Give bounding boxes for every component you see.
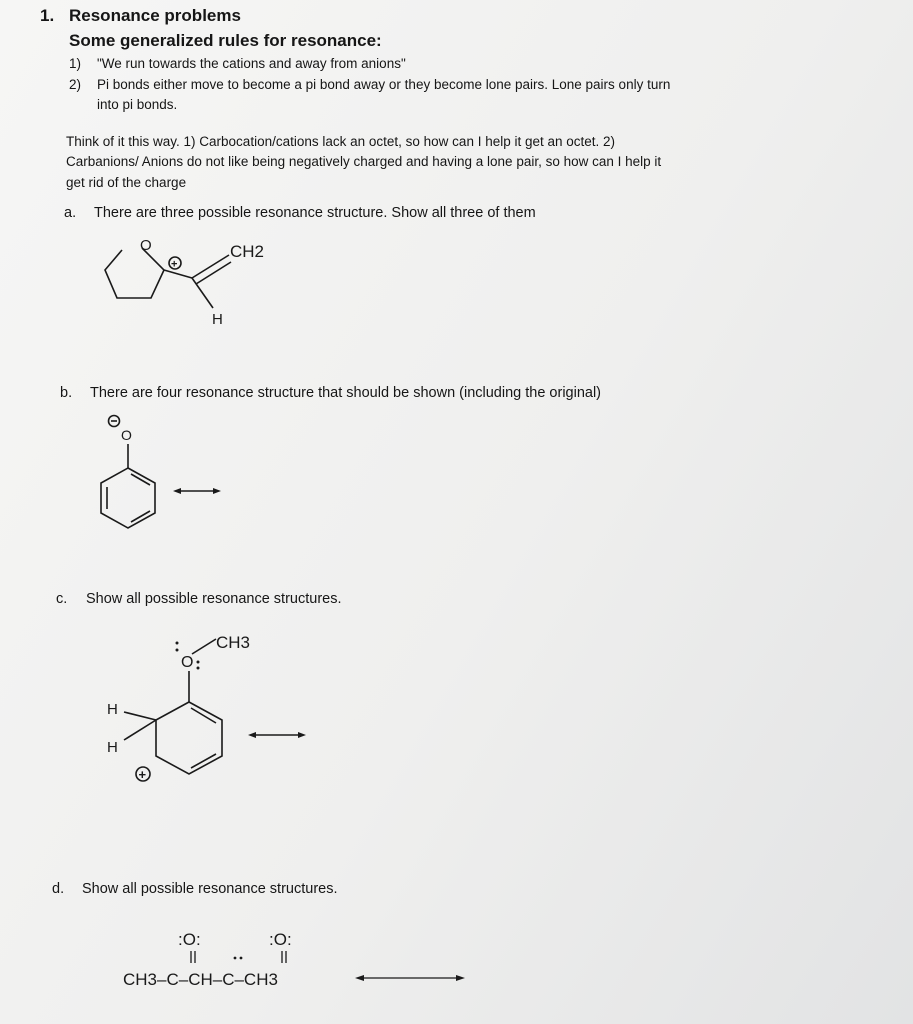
part-c-structure xyxy=(100,622,315,797)
tetrahydrofuran-ring xyxy=(105,248,164,298)
hydrogen-2: H xyxy=(107,739,118,756)
condensed-formula: CH3–C–CH–C–CH3 xyxy=(123,970,278,989)
ring-oxygen: O xyxy=(140,237,152,254)
arrow-d-left-head xyxy=(355,975,364,981)
part-c-letter: c. xyxy=(56,591,68,607)
cation-charge: + xyxy=(138,767,147,782)
arrow-c-left-head xyxy=(248,732,256,738)
part-d-letter: d. xyxy=(52,881,65,897)
bond-o-ch3 xyxy=(192,639,216,654)
part-a-letter: a. xyxy=(64,205,77,221)
rule-2-number: 2) xyxy=(69,77,82,92)
ring xyxy=(156,702,222,774)
bond-to-h xyxy=(192,278,213,308)
rule-1-text: "We run towards the cations and away from anions" xyxy=(97,56,406,71)
arrow-c-right-head xyxy=(298,732,306,738)
oxygen-label: O xyxy=(121,427,132,443)
rule-2-continuation: into pi bonds. xyxy=(97,97,178,112)
ch3-group: CH3 xyxy=(216,633,251,652)
hydrogen-label: H xyxy=(212,311,223,328)
hydrogen-1: H xyxy=(107,701,118,718)
part-d-structure xyxy=(115,925,475,1005)
oxygen-label: O xyxy=(181,654,194,671)
think-line-1: Think of it this way. 1) Carbocation/cations lack an octet, so how can I help it get an octet. 2) xyxy=(66,134,616,149)
rules-heading: Some generalized rules for resonance: xyxy=(69,31,382,50)
part-b-question: There are four resonance structure that should be shown (including the original) xyxy=(90,385,602,401)
problem-title: Resonance problems xyxy=(69,6,241,25)
problem-number: 1. xyxy=(40,6,55,25)
rule-1-number: 1) xyxy=(69,56,82,71)
carbonyl-oxygen-1: :O: xyxy=(178,930,201,949)
think-line-2: Carbanions/ Anions do not like being negatively charged and having a lone pair, so how can I help it xyxy=(66,154,662,169)
part-a-question: There are three possible resonance structure. Show all three of them xyxy=(94,205,536,221)
arrow-b-right-head xyxy=(213,488,221,494)
rule-2-text: Pi bonds either move to become a pi bond away or they become lone pairs. Lone pairs only turn xyxy=(97,77,671,92)
ch2-group: CH2 xyxy=(230,242,265,261)
part-b-structure xyxy=(95,412,235,537)
part-a-structure xyxy=(95,230,285,330)
cation-charge: + xyxy=(171,258,178,271)
think-line-3: get rid of the charge xyxy=(66,175,187,190)
carbonyl-oxygen-2: :O: xyxy=(269,930,292,949)
bond-h2 xyxy=(124,720,156,740)
part-d-question: Show all possible resonance structures. xyxy=(82,881,338,897)
benzene-ring xyxy=(101,468,155,528)
arrow-b-left-head xyxy=(173,488,181,494)
part-c-question: Show all possible resonance structures. xyxy=(86,591,342,607)
bond-h1 xyxy=(124,712,156,720)
bond-ring-to-cation xyxy=(164,270,192,278)
part-b-letter: b. xyxy=(60,385,73,401)
arrow-d-right-head xyxy=(456,975,465,981)
